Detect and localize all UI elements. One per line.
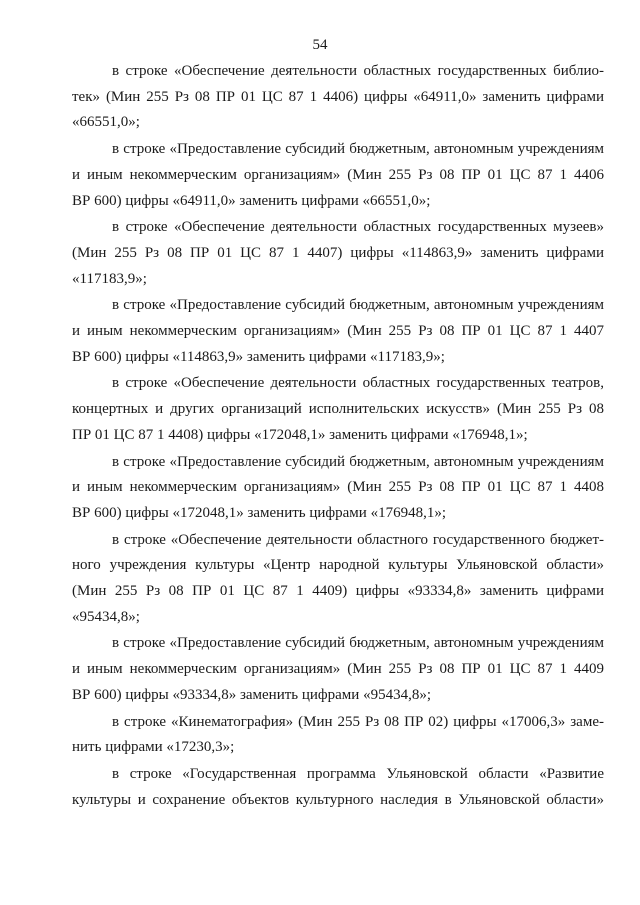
- text-line: ВР 600) цифры «172048,1» заменить цифрами «176948,1»;: [72, 504, 446, 521]
- text-line: ВР 600) цифры «93334,8» заменить цифрами «95434,8»;: [72, 686, 431, 703]
- text-line: в строке «Предоставление субсидий бюджетным, автономным учреждениям: [112, 635, 604, 652]
- text-line: в строке «Государственная программа Ульяновской области «Развитие: [112, 765, 604, 782]
- text-line: «66551,0»;: [72, 114, 140, 131]
- text-line: тек» (Мин 255 Рз 08 ПР 01 ЦС 87 1 4406) цифры «64911,0» заменить цифрами: [72, 88, 604, 105]
- text-line: и иным некоммерческим организациям» (Мин 255 Рз 08 ПР 01 ЦС 87 1 4408: [72, 479, 604, 496]
- text-line: (Мин 255 Рз 08 ПР 01 ЦС 87 1 4409) цифры «93334,8» заменить цифрами: [72, 583, 604, 600]
- paragraph: [72, 450, 604, 527]
- text-line: ного учреждения культуры «Центр народной культуры Ульяновской области»: [72, 557, 604, 574]
- paragraph: [72, 59, 604, 136]
- text-line: концертных и других организаций исполнительских искусств» (Мин 255 Рз 08: [72, 401, 604, 418]
- text-line: в строке «Предоставление субсидий бюджетным, автономным учреждениям: [112, 297, 604, 314]
- paragraph: [72, 710, 604, 761]
- text-line: в строке «Обеспечение деятельности областных государственных библио-: [112, 63, 604, 79]
- text-line: «95434,8»;: [72, 608, 140, 625]
- text-line: в строке «Кинематография» (Мин 255 Рз 08 ПР 02) цифры «17006,3» заме-: [112, 713, 604, 730]
- text-line: и иным некоммерческим организациям» (Мин 255 Рз 08 ПР 01 ЦС 87 1 4407: [72, 323, 604, 340]
- text-line: в строке «Обеспечение деятельности областного государственного бюджет-: [112, 531, 604, 548]
- text-line: (Мин 255 Рз 08 ПР 01 ЦС 87 1 4407) цифры «114863,9» заменить цифрами: [72, 244, 604, 261]
- text-line: в строке «Предоставление субсидий бюджетным, автономным учреждениям: [112, 453, 604, 470]
- text-line: в строке «Предоставление субсидий бюджетным, автономным учреждениям: [112, 141, 604, 158]
- paragraph: [72, 528, 604, 631]
- text-line: в строке «Обеспечение деятельности областных государственных театров,: [112, 375, 604, 392]
- text-line: и иным некоммерческим организациям» (Мин 255 Рз 08 ПР 01 ЦС 87 1 4409: [72, 661, 604, 678]
- text-line: «117183,9»;: [72, 270, 147, 287]
- text-line: в строке «Обеспечение деятельности областных государственных музеев»: [112, 219, 604, 236]
- document-body: [72, 59, 604, 813]
- text-line: нить цифрами «17230,3»;: [72, 739, 235, 756]
- paragraph: [72, 293, 604, 370]
- page-number: 54: [312, 37, 328, 53]
- paragraph: [72, 631, 604, 708]
- text-line: ВР 600) цифры «114863,9» заменить цифрами «117183,9»;: [72, 348, 445, 365]
- paragraph: [72, 762, 604, 813]
- paragraph: [72, 371, 604, 448]
- paragraph: [72, 215, 604, 292]
- paragraph: [72, 137, 604, 214]
- text-line: культуры и сохранение объектов культурного наследия в Ульяновской области»: [72, 791, 604, 808]
- text-line: и иным некоммерческим организациям» (Мин 255 Рз 08 ПР 01 ЦС 87 1 4406: [72, 166, 604, 183]
- text-line: ПР 01 ЦС 87 1 4408) цифры «172048,1» заменить цифрами «176948,1»;: [72, 426, 528, 443]
- text-line: ВР 600) цифры «64911,0» заменить цифрами «66551,0»;: [72, 192, 431, 209]
